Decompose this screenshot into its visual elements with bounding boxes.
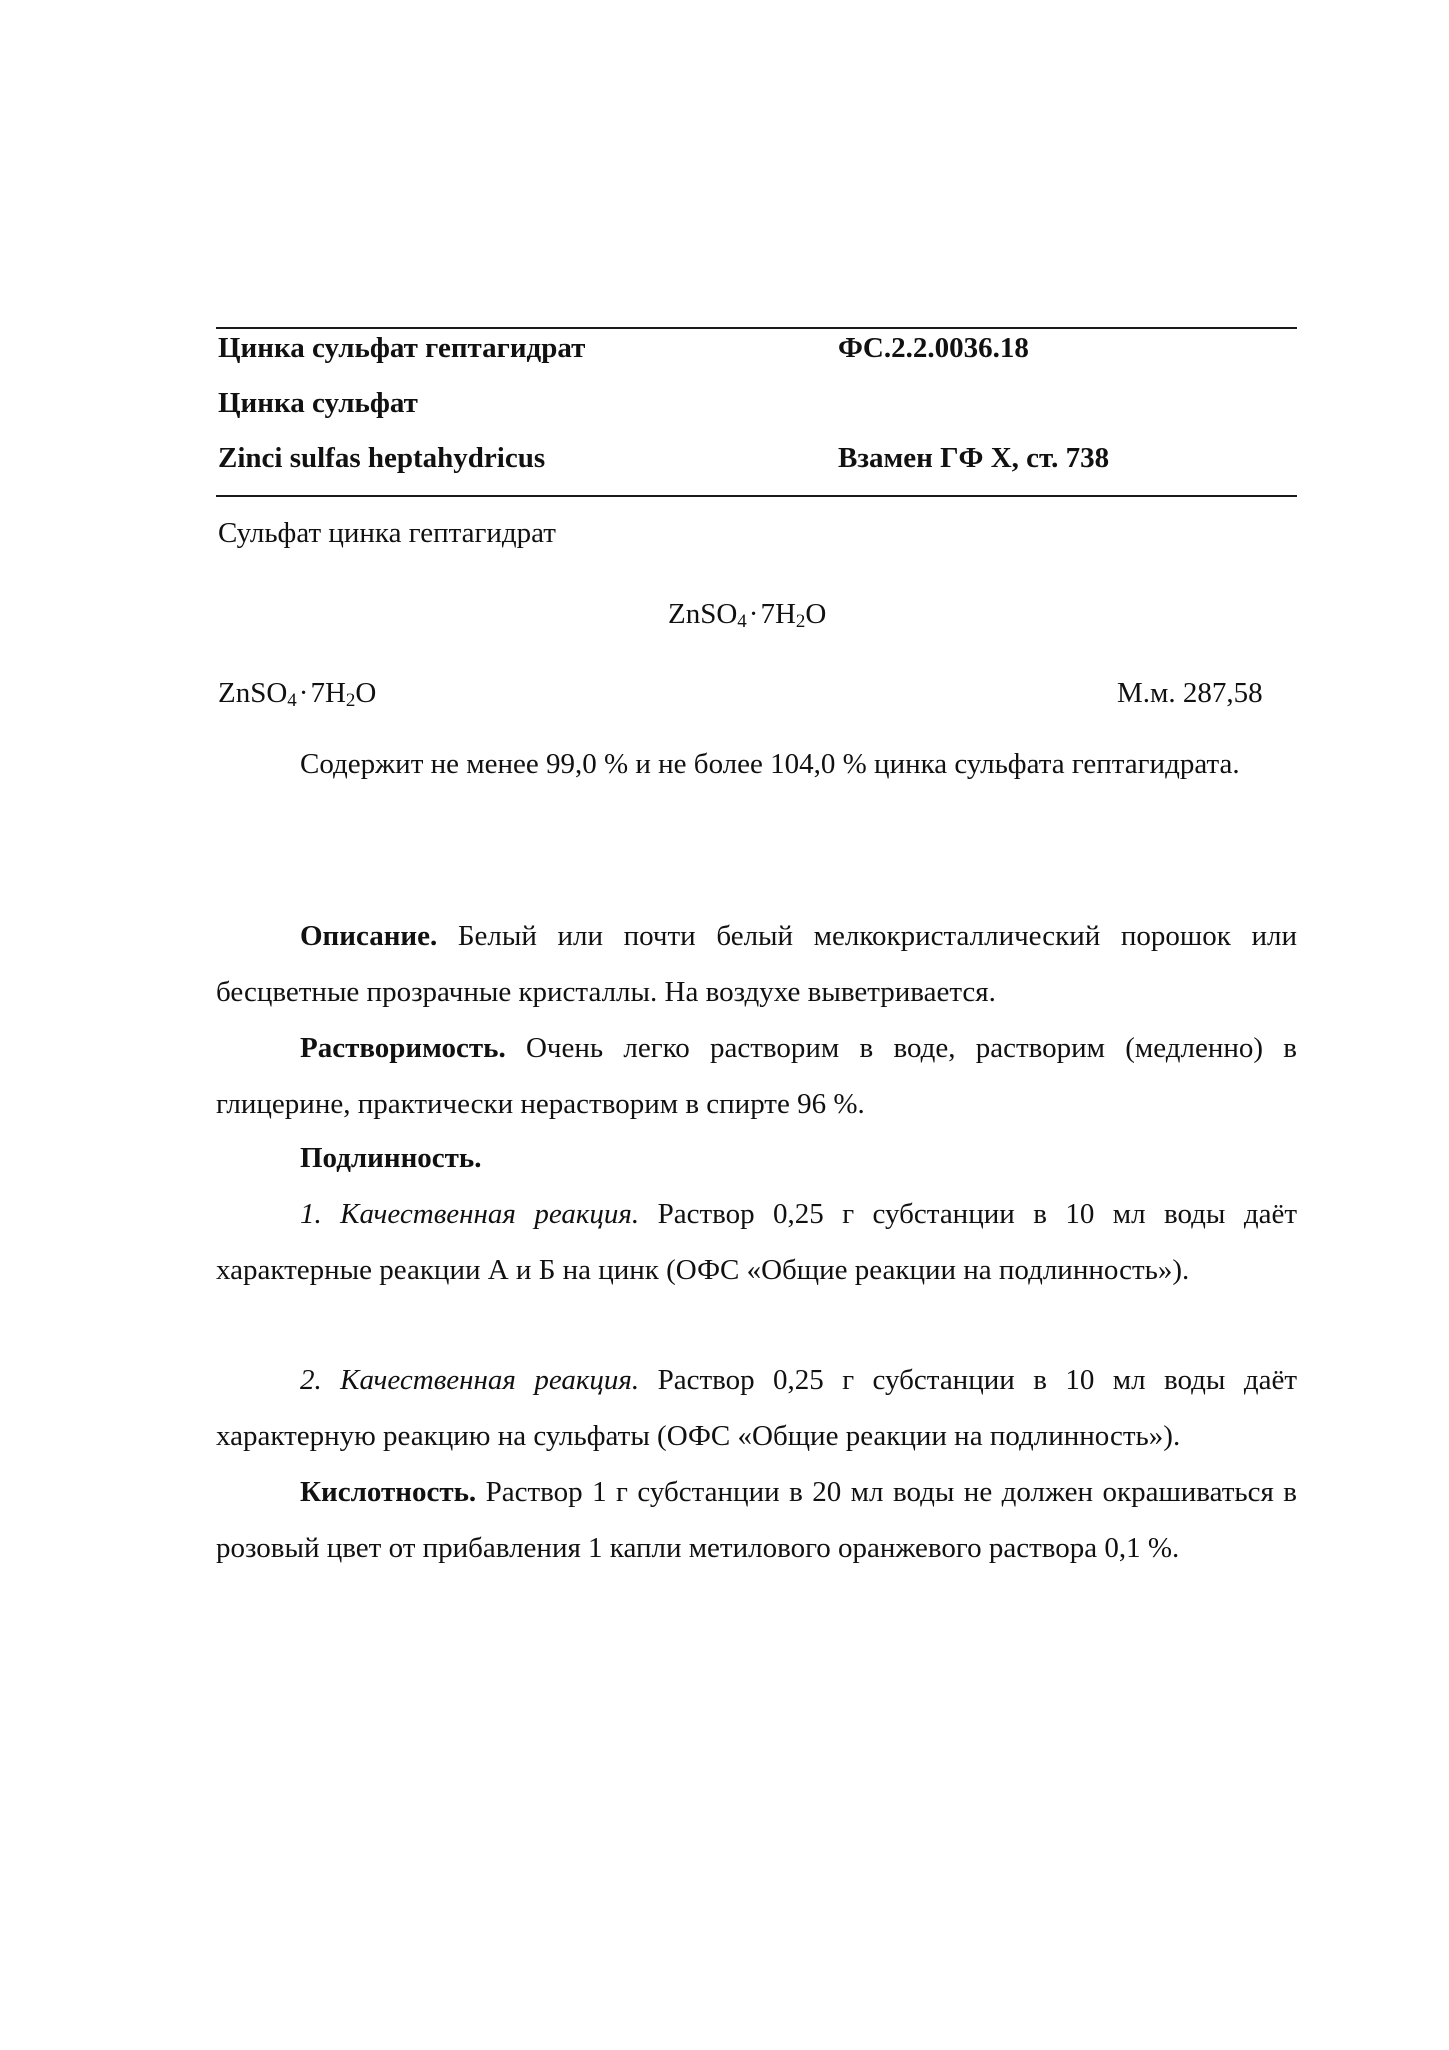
monograph-latin-title: Zinci sulfas heptahydricus: [218, 442, 546, 474]
solubility-label: Растворимость.: [300, 1032, 506, 1064]
identity-heading: Подлинность.: [300, 1142, 482, 1174]
content-paragraph: Содержит не менее 99,0 % и не более 104,0 % цинка сульфата гептагидрата.: [300, 748, 1240, 780]
description-label: Описание.: [300, 920, 438, 952]
identity-test-1: [216, 1186, 1297, 1298]
identity-test-2-text: Раствор 0,25 г субстанции в 10 мл воды даёт характерную реакцию на сульфаты (ОФС «Общие реакции на подлинность»).: [216, 1364, 1298, 1452]
header-bottom-rule: [216, 495, 1297, 497]
acidity-paragraph: [216, 1464, 1297, 1576]
identity-test-1-label: 1. Качественная реакция.: [300, 1198, 640, 1230]
identity-test-2: [216, 1352, 1297, 1464]
molar-mass: М.м. 287,58: [1117, 677, 1263, 709]
monograph-code: ФС.2.2.0036.18: [838, 332, 1029, 364]
description-text: Белый или почти белый мелкокристаллический порошок или бесцветные прозрачные кристаллы. На воздухе выветривается.: [216, 920, 1297, 1008]
monograph-short-title: Цинка сульфат: [218, 387, 418, 419]
identity-test-1-text: Раствор 0,25 г субстанции в 10 мл воды даёт характерные реакции А и Б на цинк (ОФС «Общие реакции на подлинность»).: [216, 1198, 1298, 1286]
chemical-name: Сульфат цинка гептагидрат: [218, 517, 556, 549]
acidity-label: Кислотность.: [300, 1476, 477, 1508]
replaces-note: Взамен ГФ X, ст. 738: [838, 442, 1110, 474]
acidity-text: Раствор 1 г субстанции в 20 мл воды не должен окрашиваться в розовый цвет от прибавления 1 капли метилового оранжевого раствора 0,1 %.: [216, 1476, 1297, 1564]
solubility-paragraph: [216, 1020, 1297, 1132]
header-top-rule: [216, 327, 1297, 329]
molecular-formula: $ZnSO_4\cdot 7H_2O$: [218, 677, 377, 711]
description-paragraph: [216, 908, 1297, 1020]
monograph-title: Цинка сульфат гептагидрат: [218, 332, 586, 364]
identity-test-2-label: 2. Качественная реакция.: [300, 1364, 640, 1396]
solubility-text: Очень легко растворим в воде, растворим (медленно) в глицерине, практически нерастворим в спирте 96 %.: [216, 1032, 1297, 1120]
structural-formula: $ZnSO_4\cdot 7H_2O$: [668, 598, 827, 632]
